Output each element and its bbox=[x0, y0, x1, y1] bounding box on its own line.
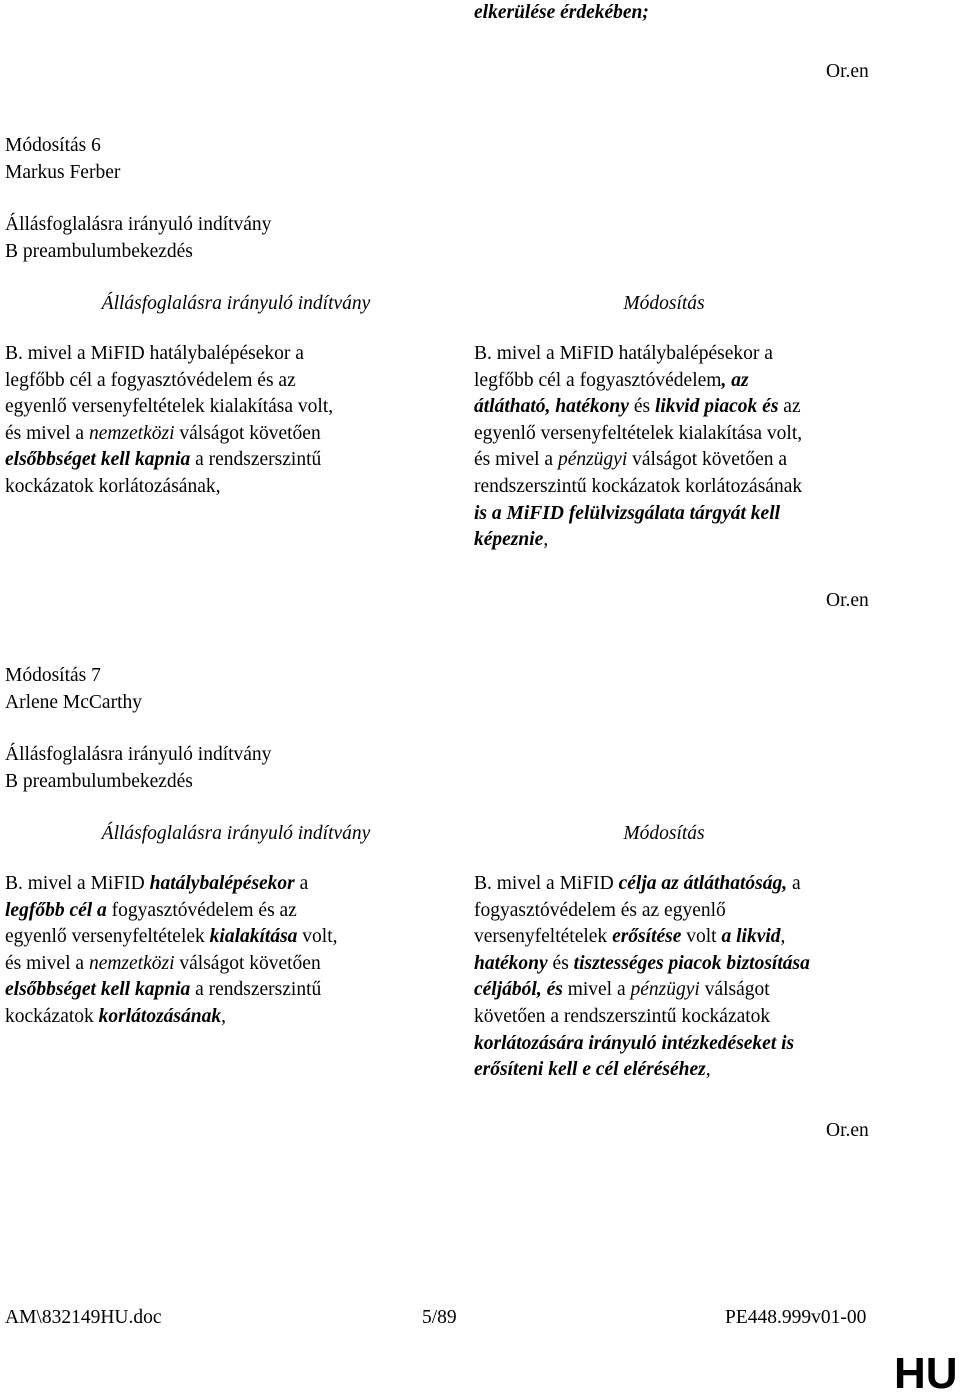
text-line: , bbox=[780, 926, 786, 948]
text-line: válságot bbox=[699, 979, 770, 1001]
original-language-label: Or.en bbox=[826, 61, 869, 82]
bold-italic-text: , az bbox=[721, 369, 749, 391]
amendment-author: Markus Ferber bbox=[5, 162, 121, 183]
text-line: válságot követően bbox=[174, 422, 321, 444]
right-column-header: Módosítás bbox=[623, 823, 705, 844]
bold-italic-text: tisztességes piacok biztosítása bbox=[573, 952, 810, 974]
italic-text: pénzügyi bbox=[557, 449, 628, 471]
pe-reference: PE448.999v01-00 bbox=[725, 1307, 867, 1328]
bold-italic-text: képeznie bbox=[474, 529, 544, 551]
amendment-author: Arlene McCarthy bbox=[5, 692, 142, 713]
amendment-6-original-text bbox=[5, 341, 333, 501]
text-line: kockázatok bbox=[5, 1005, 99, 1027]
text-line: legfőbb cél a fogyasztóvédelem és az bbox=[5, 369, 296, 391]
right-column-header: Módosítás bbox=[623, 293, 705, 314]
amendment-7-amended-text bbox=[474, 871, 810, 1084]
amendment-proposal: Állásfoglalásra irányuló indítvány bbox=[5, 214, 272, 235]
bold-italic-text: erősíteni kell e cél eléréséhez bbox=[474, 1059, 706, 1081]
bold-italic-text: korlátozásának bbox=[98, 1005, 222, 1027]
bold-italic-text: hatálybalépésekor bbox=[149, 873, 295, 894]
text-line: kockázatok korlátozásának, bbox=[5, 475, 221, 497]
text-line: legfőbb cél a fogyasztóvédelem bbox=[474, 369, 722, 391]
bold-italic-text: legfőbb cél a bbox=[5, 899, 107, 921]
left-column-header: Állásfoglalásra irányuló indítvány bbox=[101, 823, 371, 844]
text-line: B. mivel a MiFID hatálybalépésekor a bbox=[5, 343, 304, 364]
text-line: , bbox=[221, 1005, 226, 1027]
original-language-label: Or.en bbox=[826, 1120, 869, 1141]
text-line: és bbox=[547, 952, 574, 974]
text-line: volt bbox=[681, 926, 722, 948]
text-line: követően a rendszerszintű kockázatok bbox=[474, 1005, 771, 1027]
text-line: rendszerszintű kockázatok korlátozásának bbox=[474, 475, 803, 497]
bold-italic-text: likvid piacok és bbox=[654, 396, 779, 418]
text-line: , bbox=[543, 529, 549, 551]
original-language-label: Or.en bbox=[826, 590, 869, 611]
amendment-title: Módosítás 6 bbox=[5, 135, 101, 156]
language-code: HU bbox=[894, 1349, 958, 1398]
text-line: mivel a bbox=[562, 979, 631, 1001]
text-line: válságot követően bbox=[174, 952, 321, 974]
text-line: és mivel a bbox=[474, 449, 558, 471]
text-line: az bbox=[778, 396, 801, 418]
continued-text-fragment: elkerülése érdekében; bbox=[474, 2, 649, 23]
text-line: B. mivel a MiFID hatálybalépésekor a bbox=[474, 343, 773, 364]
text-line: válságot követően a bbox=[627, 449, 788, 471]
left-column-header: Állásfoglalásra irányuló indítvány bbox=[101, 293, 371, 314]
page-number: 5/89 bbox=[422, 1307, 457, 1328]
text-line: , bbox=[705, 1059, 711, 1081]
amendment-recital: B preambulumbekezdés bbox=[5, 241, 193, 262]
bold-italic-text: hatékony bbox=[474, 952, 548, 974]
text-line: egyenlő versenyfeltételek bbox=[5, 926, 210, 948]
amendment-6-amended-text bbox=[474, 341, 802, 554]
italic-text: nemzetközi bbox=[88, 422, 175, 444]
bold-italic-text: céljából, és bbox=[474, 979, 563, 1001]
bold-italic-text: elsőbbséget kell kapnia bbox=[5, 979, 191, 1001]
text-line: versenyfeltételek bbox=[474, 926, 613, 948]
bold-italic-text: korlátozására irányuló intézkedéseket is bbox=[474, 1032, 795, 1054]
bold-italic-text: erősítése bbox=[612, 926, 682, 948]
bold-italic-text: is a MiFID felülvizsgálata tárgyát kell bbox=[474, 502, 781, 524]
text-line: és bbox=[628, 396, 655, 418]
bold-italic-text: célja az átláthatóság, bbox=[618, 873, 788, 894]
bold-italic-text: elsőbbséget kell kapnia bbox=[5, 449, 191, 471]
document-reference: AM\832149HU.doc bbox=[5, 1307, 162, 1328]
amendment-7-original-text bbox=[5, 871, 338, 1031]
text-line: fogyasztóvédelem és az bbox=[106, 899, 297, 921]
text-line: volt, bbox=[297, 926, 338, 948]
amendment-proposal: Állásfoglalásra irányuló indítvány bbox=[5, 744, 272, 765]
italic-text: pénzügyi bbox=[630, 979, 700, 1001]
text-line: a rendszerszintű bbox=[190, 449, 322, 471]
text-line: a rendszerszintű bbox=[190, 979, 322, 1001]
text-line: B. mivel a MiFID bbox=[5, 873, 150, 894]
text-line: és mivel a bbox=[5, 422, 89, 444]
text-line: B. mivel a MiFID bbox=[474, 873, 619, 894]
text-line: fogyasztóvédelem és az egyenlő bbox=[474, 899, 726, 921]
text-line: egyenlő versenyfeltételek kialakítása volt, bbox=[5, 396, 334, 418]
bold-italic-text: átlátható, hatékony bbox=[474, 396, 629, 418]
bold-italic-text: a likvid bbox=[721, 926, 781, 948]
text-line: egyenlő versenyfeltételek kialakítása volt, bbox=[474, 422, 803, 444]
italic-text: nemzetközi bbox=[88, 952, 175, 974]
text-line: a bbox=[294, 873, 309, 894]
text-line: a bbox=[787, 873, 801, 894]
text-line: és mivel a bbox=[5, 952, 89, 974]
amendment-recital: B preambulumbekezdés bbox=[5, 771, 193, 792]
bold-italic-text: kialakítása bbox=[209, 926, 298, 948]
amendment-title: Módosítás 7 bbox=[5, 665, 101, 686]
